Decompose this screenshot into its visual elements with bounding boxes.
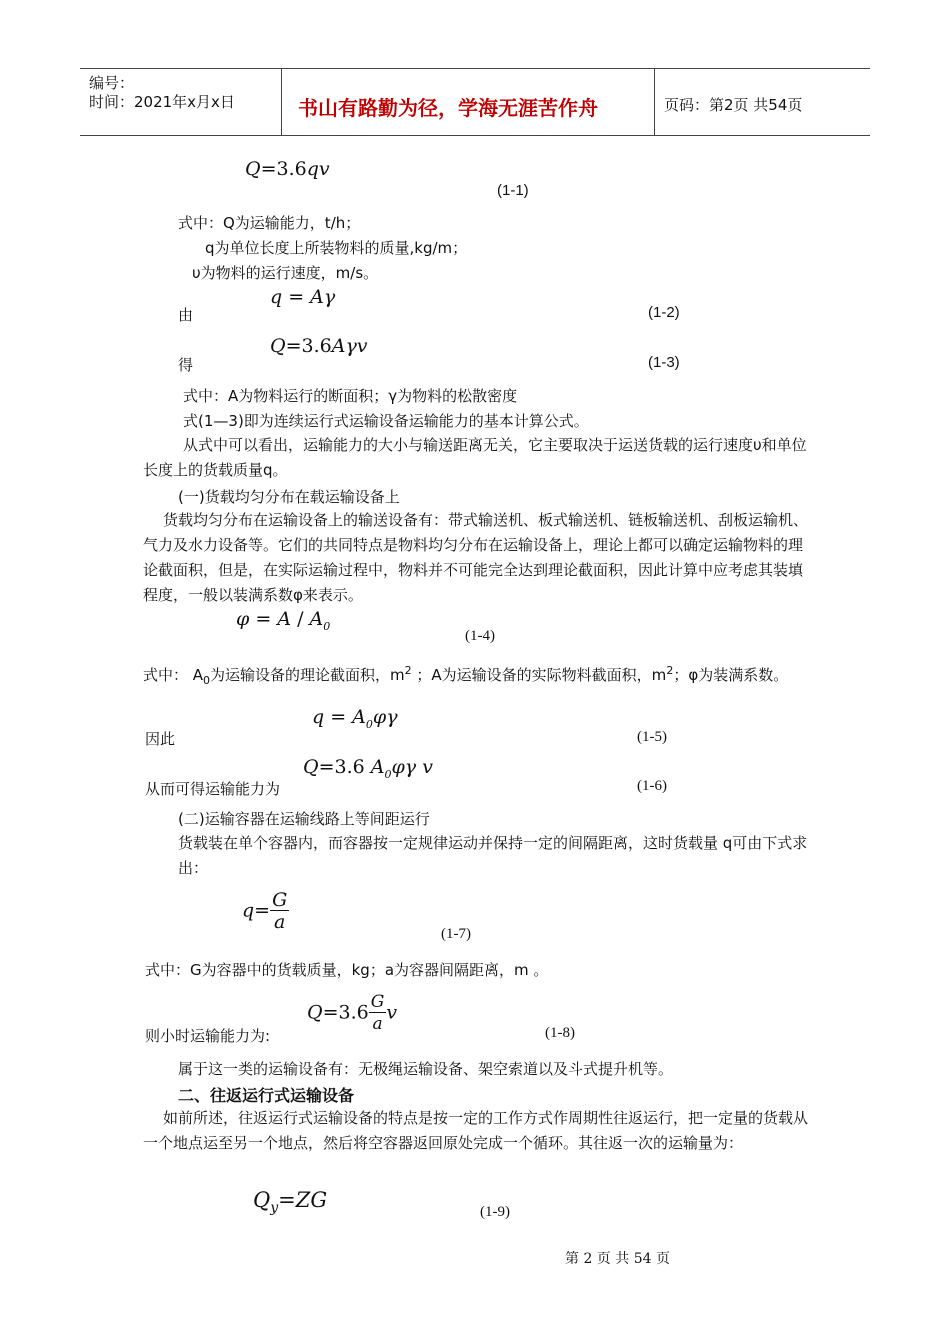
serial-label: 编号： <box>89 74 135 92</box>
where-a-gamma: 式中：A为物料运行的断面积；γ为物料的松散密度 <box>183 387 518 405</box>
paragraph-reciprocating: 如前所述，往返运行式运输设备的特点是按一定的工作方式作周期性往返运行，把一定量的货载从一个地点运至另一个地点，然后将空容器返回原处完成一个循环。其往返一次的运输量为： <box>143 1109 809 1152</box>
eqno-1-4: (1-4) <box>465 628 495 644</box>
heading-reciprocating: 二、往返运行式运输设备 <box>178 1086 355 1105</box>
formula-1-5: $q = A_0\varphi\gamma$ <box>312 706 398 731</box>
where-v: υ为物料的运行速度，m/s。 <box>192 264 379 282</box>
formula-1-3: Q=3.6Aγv <box>270 335 368 357</box>
where-q: 式中：Q为运输能力，t/h； <box>178 214 361 232</box>
section-heading-2: (二)运输容器在运输线路上等间距运行 <box>178 810 430 828</box>
eqno-1-5: (1-5) <box>637 729 667 745</box>
paragraph-examples: 属于这一类的运输设备有：无极绳运输设备、架空索道以及斗式提升机等。 <box>178 1060 674 1078</box>
eqno-1-9: (1-9) <box>480 1204 510 1220</box>
header-divider-left <box>281 68 282 136</box>
page-info: 页码：第2页 共54页 <box>664 96 803 114</box>
paragraph-uniform: 货载均匀分布在运输设备上的输送设备有：带式输送机、板式输送机、链板输送机、刮板运输机、气力及水力设备等。它们的共同特点是物料均匀分布在运输设备上，理论上都可以确定运输物料的理论截面积，但是，在实际运输过程中，物料并不可能完全达到理论截面积，因此计算中应考虑其装填程度，一般以装满系数φ来表示。 <box>143 511 809 604</box>
eqno-1-7: (1-7) <box>441 926 471 942</box>
paragraph-capacity: 从式中可以看出，运输能力的大小与输送距离无关，它主要取决于运送货载的运行速度υ和单位长度上的货载质量q。 <box>143 436 807 479</box>
header-top-rule <box>80 68 870 69</box>
header-divider-right <box>654 68 655 136</box>
where-a0: 式中： $A_0$为运输设备的理论截面积，$m^2$ ；A为运输设备的实际物料截面积，$m^2$；φ为装满系数。 <box>143 664 789 687</box>
formula-1-1: Q=3.6qv <box>245 158 330 180</box>
formula-1-4: $\varphi = A / A_0$ <box>236 608 331 633</box>
footer-page: 第 2 页 共 54 页 <box>565 1251 670 1267</box>
therefore-label: 因此 <box>145 730 176 748</box>
eqno-1-8: (1-8) <box>545 1025 575 1041</box>
date-label: 时间：2021年x月x日 <box>89 93 235 111</box>
eqno-1-6: (1-6) <box>637 778 667 794</box>
formula-1-8: Q=3.6 $\frac{G}{a}$ v <box>307 992 398 1034</box>
eqno-1-1: (1-1) <box>497 182 529 199</box>
paragraph-container: 货载装在单个容器内，而容器按一定规律运动并保持一定的间隔距离，这时货载量 q可由下式求出： <box>178 834 808 877</box>
formula-1-7: q= $\frac{G}{a}$ <box>242 889 288 933</box>
thus-label: 从而可得运输能力为 <box>145 780 281 798</box>
formula-note: 式(1—3)即为连续运行式运输设备运输能力的基本计算公式。 <box>183 412 589 430</box>
where-g: 式中：G为容器中的货载质量，kg；a为容器间隔距离，m 。 <box>145 961 549 979</box>
header-bottom-rule <box>80 135 870 136</box>
formula-1-2: q = Aγ <box>270 286 336 308</box>
by-label: 由 <box>178 306 194 324</box>
formula-1-9: $Q_y=ZG$ <box>253 1188 328 1217</box>
eqno-1-3: (1-3) <box>648 354 680 371</box>
eqno-1-2: (1-2) <box>648 304 680 321</box>
section-heading-1: (一)货载均匀分布在载运输设备上 <box>178 488 400 506</box>
where-q-unit: q为单位长度上所装物料的质量,kg/m； <box>205 239 468 257</box>
hourly-label: 则小时运输能力为: <box>145 1027 271 1045</box>
get-label: 得 <box>178 356 194 374</box>
header-motto: 书山有路勤为径，学海无涯苦作舟 <box>298 96 598 120</box>
formula-1-6: Q=3.6 $A_0\varphi\gamma$ v <box>303 756 433 781</box>
